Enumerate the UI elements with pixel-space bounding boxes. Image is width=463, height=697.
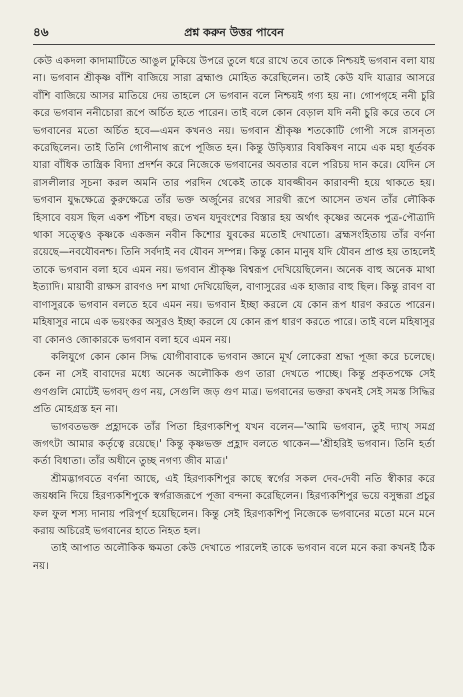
page-number: ৪৬: [33, 25, 49, 39]
paragraph: ভাগবতভক্ত প্রহ্লাদকে তাঁর পিতা হিরণ্যকশিপু যখন বলেন—'আমি ভগবান, তুই দ্যাখ্ সমগ্র জগৎটা আমার কর্তৃত্বে রয়েছে।' কিন্তু কৃষ্ণভক্ত প্রহ্লাদ বলতে থাকেন—'শ্রীহরিই ভগবান। তিনি হর্তা কর্তা বিধাতা। তাঁর অধীনে তুচ্ছ নগণ্য জীব মাত্র।': [33, 421, 435, 468]
running-title: প্রশ্ন করুন উত্তর পাবেন: [184, 26, 284, 39]
body-text: [33, 53, 435, 575]
paragraph: তাই আপাত অলৌকিক ক্ষমতা কেউ দেখাতে পারলেই তাকে ভগবান বলে মনে করা কখনই ঠিক নয়।: [33, 543, 435, 572]
paragraph: কলিযুগে কোন কোন সিদ্ধ যোগীবাবাকে ভগবান জ্ঞানে মূর্খ লোকেরা শ্রদ্ধা পূজা করে চলেছে। কেন না সেই বাবাদের মধ্যে অনেক অলৌকিক গুণ তারা দেখতে পাচ্ছে। কিন্তু প্রকৃতপক্ষে সেই গুণগুলি মোটেই ভগবদ্ গুণ নয়, সেগুলি জড় গুণ মাত্র। ভগবানের ভক্তরা কখনই সেই সমস্ত সিদ্ধির প্রতি মোহগ্রস্ত হন না।: [33, 351, 435, 416]
header-rule: [33, 44, 435, 45]
paragraph: শ্রীমদ্ভাগবতে বর্ণনা আছে, এই হিরণ্যকশিপুর কাছে স্বর্গের সকল দেব-দেবী নতি স্বীকার করে জয়ধ্বনি দিয়ে হিরণ্যকশিপুকে স্বর্গরাজরূপে পূজা বন্দনা করেছিলেন। হিরণ্যকশিপুর ভয়ে বসুন্ধরা প্রচুর ফল ফুল শস্য দানায় পরিপূর্ণ হয়েছিলেন। কিন্তু সেই হিরণ্যকশিপু নিজেকে ভগবানের মতো মনে মনে করায় অচিরেই ভগবানের হাতে নিহত হল।: [33, 473, 435, 537]
paragraph: কেউ একদলা কাদামাটিতে আঙুল ঢুকিয়ে উপরে তুলে ধরে রাখে তবে তাকে নিশ্চয়ই ভগবান বলা যায় না। ভগবান শ্রীকৃষ্ণ বাঁশি বাজিয়ে সারা ব্রহ্মাণ্ড মোহিত করেছিলেন। তাই কেউ যদি যাত্রার আসরে বাঁশি বাজিয়ে আসর মাতিয়ে দেয় তাহলে সে ভগবান বলে নিশ্চয়ই গণ্য হয় না। গোপগৃহে ননী চুরি করে ভগবান ননীচোরা রূপে অর্চিত হতে পারেন। তাই বলে কোন বেড়াল যদি ননী চুরি করে তবে সে ভগবানের মতো অর্চিত হবে—এমন কখনও নয়। ভগবান শ্রীকৃষ্ণ শতকোটি গোপী সঙ্গে রাসনৃত্য করেছিলেন। তাই তিনি গোপীনাথ রূপে পূজিত হন। কিন্তু উড়িষ্যার বিষকিষণ নামে এক মহা ধূর্তবক যারা বাঁধিক তান্ত্রিক বিদ্যা প্রদর্শন করে নিজেকে ভগবানের অবতার বলে পরিচয় দান করে। যেদিন সে রাসলীলার সূচনা করল অমনি তার পরদিন থেকেই তাকে যাবজ্জীবন কারাবন্দী হয়ে থাকতে হয়। ভগবান যুদ্ধক্ষেত্রে কুরুক্ষেত্রে তাঁর ভক্ত অর্জুনের রথের সারথী রূপে আসেন তখন তাঁর লৌকিক হিসাবে বয়স ছিল একশ পঁচিশ বছর। তখন যদুবংশের বিস্তার হয় অর্থাৎ কৃষ্ণের অনেক পুত্র-পৌত্রাদি থাকা সত্ত্বেও কৃষ্ণকে একজন নবীন কিশোর যুবকের মতোই দেখাতো। ব্রহ্মসংহিতায় তাঁর বর্ণনা রয়েছে—নবযৌবনশ্চ। তিনি সর্বদাই নব যৌবন সম্পন্ন। কিন্তু কোন মানুষ যদি যৌবন প্রাপ্ত হয় তাহলেই তাকে ভগবান বলা হবে এমন নয়। ভগবান শ্রীকৃষ্ণ বিশ্বরূপ দেখিয়েছিলেন। অনেক বাহু অনেক মাথা ইত্যাদি। মায়াবী রাক্ষস রাবণও দশ মাথা দেখিয়েছিল, বাণাসুরের এক হাজার বাহু ছিল। কিন্তু রাবণ বা বাণাসুরকে ভগবান বলতে হবে এমন নয়। ভগবান ইচ্ছা করলে যে কোন রূপ ধারণ করতে পারেন। মহিষাসুর নামে এক ভয়ংকর অসুরও ইচ্ছা করলে যে কোন রূপ ধারণ করতে পারে। তাই বলে মহিষাসুর বা কোনও জোকারকে ভগবান বলা হবে এমন নয়।: [33, 56, 435, 346]
page-header: [33, 10, 435, 39]
